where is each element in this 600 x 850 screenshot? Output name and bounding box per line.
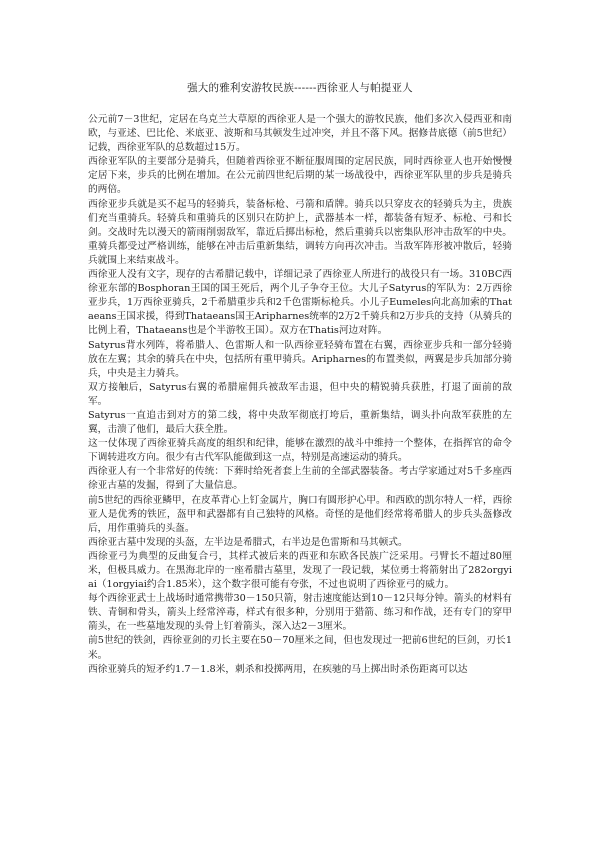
paragraph: 公元前7－3世纪，定居在乌克兰大草原的西徐亚人是一个强大的游牧民族，他们多次入侵西亚和南欧，与亚述、巴比伦、米底亚、波斯和马其顿发生过冲突，并且不落下风。据修昔底德（前5世纪）记载，西徐亚军队的总数超过15万。	[88, 114, 512, 154]
paragraph: 这一仗体现了西徐亚骑兵高度的组织和纪律，能够在激烈的战斗中维持一个整体，在指挥官的命令下调转进攻方向。很少有古代军队能做到这一点，特别是高速运动的骑兵。	[88, 438, 512, 464]
paragraph: 西徐亚人有一个非常好的传统：下葬时给死者套上生前的全部武器装备。考古学家通过对5千多座西徐亚古墓的发掘，得到了大量信息。	[88, 466, 512, 492]
paragraph: 西徐亚人没有文字，现存的古希腊记载中，详细记录了西徐亚人所进行的战役只有一场。310BC西徐亚东部的Bosphoran王国的国王死后，两个儿子争夺王位。大儿子Satyrus的军队为：2万西徐亚步兵，1万西徐亚骑兵，2千希腊重步兵和2千色雷斯标枪兵。小儿子Eumeles向北高加索的Thataeans王国求援，得到Thataeans国王Aripharnes统率的2万2千骑兵和2万步兵的支持（从骑兵的比例上看，Thataeans也是个半游牧王国）。双方在Thatis河边对阵。	[88, 269, 512, 337]
paragraph: 前5世纪的西徐亚鳞甲，在皮革背心上钉金属片，胸口有圆形护心甲。和西欧的凯尔特人一样，西徐亚人是优秀的铁匠，盔甲和武器都有自己独特的风格。奇怪的是他们经常将希腊人的步兵头盔修改后，用作重骑兵的头盔。	[88, 494, 512, 534]
paragraph: 西徐亚步兵就是买不起马的轻骑兵，装备标枪、弓箭和盾牌。骑兵以只穿皮衣的轻骑兵为主，贵族们充当重骑兵。轻骑兵和重骑兵的区别只在防护上，武器基本一样，都装备有短矛、标枪、弓和长剑。交战时先以漫天的箭雨削弱敌军，靠近后掷出标枪，然后重骑兵以密集队形冲击敌军的中央。重骑兵都受过严格训练，能够在冲击后重新集结，调转方向再次冲击。当敌军阵形被冲散后，轻骑兵就围上来结束战斗。	[88, 198, 512, 266]
paragraph: 西徐亚弓为典型的反曲复合弓，其样式被后来的西亚和东欧各民族广泛采用。弓臂长不超过80厘米，但极具威力。在黑海北岸的一座希腊古墓里，发现了一段记载，某位勇士将箭射出了282orgyiai（1orgyiai约合1.85米），这个数字很可能有夸张，不过也说明了西徐亚弓的威力。	[88, 550, 512, 591]
paragraph: 每个西徐亚武士上战场时通常携带30－150只箭，射击速度能达到10－12只每分钟。箭头的材料有铁、青铜和骨头，箭头上经常淬毒，样式有很多种，分别用于猎箭、练习和作战，还有专门的穿甲箭头，在一些墓地发现的头骨上钉着箭头，深入达2－3厘米。	[88, 593, 512, 633]
paragraph: 双方接触后，Satyrus右翼的希腊雇佣兵被敌军击退，但中央的精锐骑兵获胜，打退了面前的敌军。	[88, 381, 512, 407]
paragraph: Satyrus背水列阵，将希腊人、色雷斯人和一队西徐亚轻骑布置在右翼，西徐亚步兵和一部分轻骑放在左翼；其余的骑兵在中央，包括所有重甲骑兵。Aripharnes的布置类似，两翼是步兵加部分骑兵，中央是主力骑兵。	[88, 339, 512, 379]
document-title: 强大的雅利安游牧民族------西徐亚人与帕提亚人	[187, 82, 413, 94]
paragraph: 前5世纪的铁剑，西徐亚剑的刃长主要在50－70厘米之间，但也发现过一把前6世纪的巨剑，刃长1米。	[88, 635, 512, 661]
document-body	[88, 113, 512, 677]
paragraph: 西徐亚古墓中发现的头盔，左半边是希腊式，右半边是色雷斯和马其顿式。	[88, 536, 408, 548]
paragraph: 西徐亚骑兵的短矛约1.7－1.8米，刺杀和投掷两用，在疾驰的马上掷出时杀伤距离可以达	[88, 663, 468, 675]
paragraph: Satyrus一直追击到对方的第二线，将中央敌军彻底打垮后，重新集结，调头扑向敌军获胜的左翼，击溃了他们，最后大获全胜。	[88, 409, 512, 436]
paragraph: 西徐亚军队的主要部分是骑兵，但随着西徐亚不断征服周围的定居民族，同时西徐亚人也开始慢慢定居下来，步兵的比例在增加。在公元前四世纪后期的某一场战役中，西徐亚军队里的步兵是骑兵的两倍。	[88, 156, 512, 196]
